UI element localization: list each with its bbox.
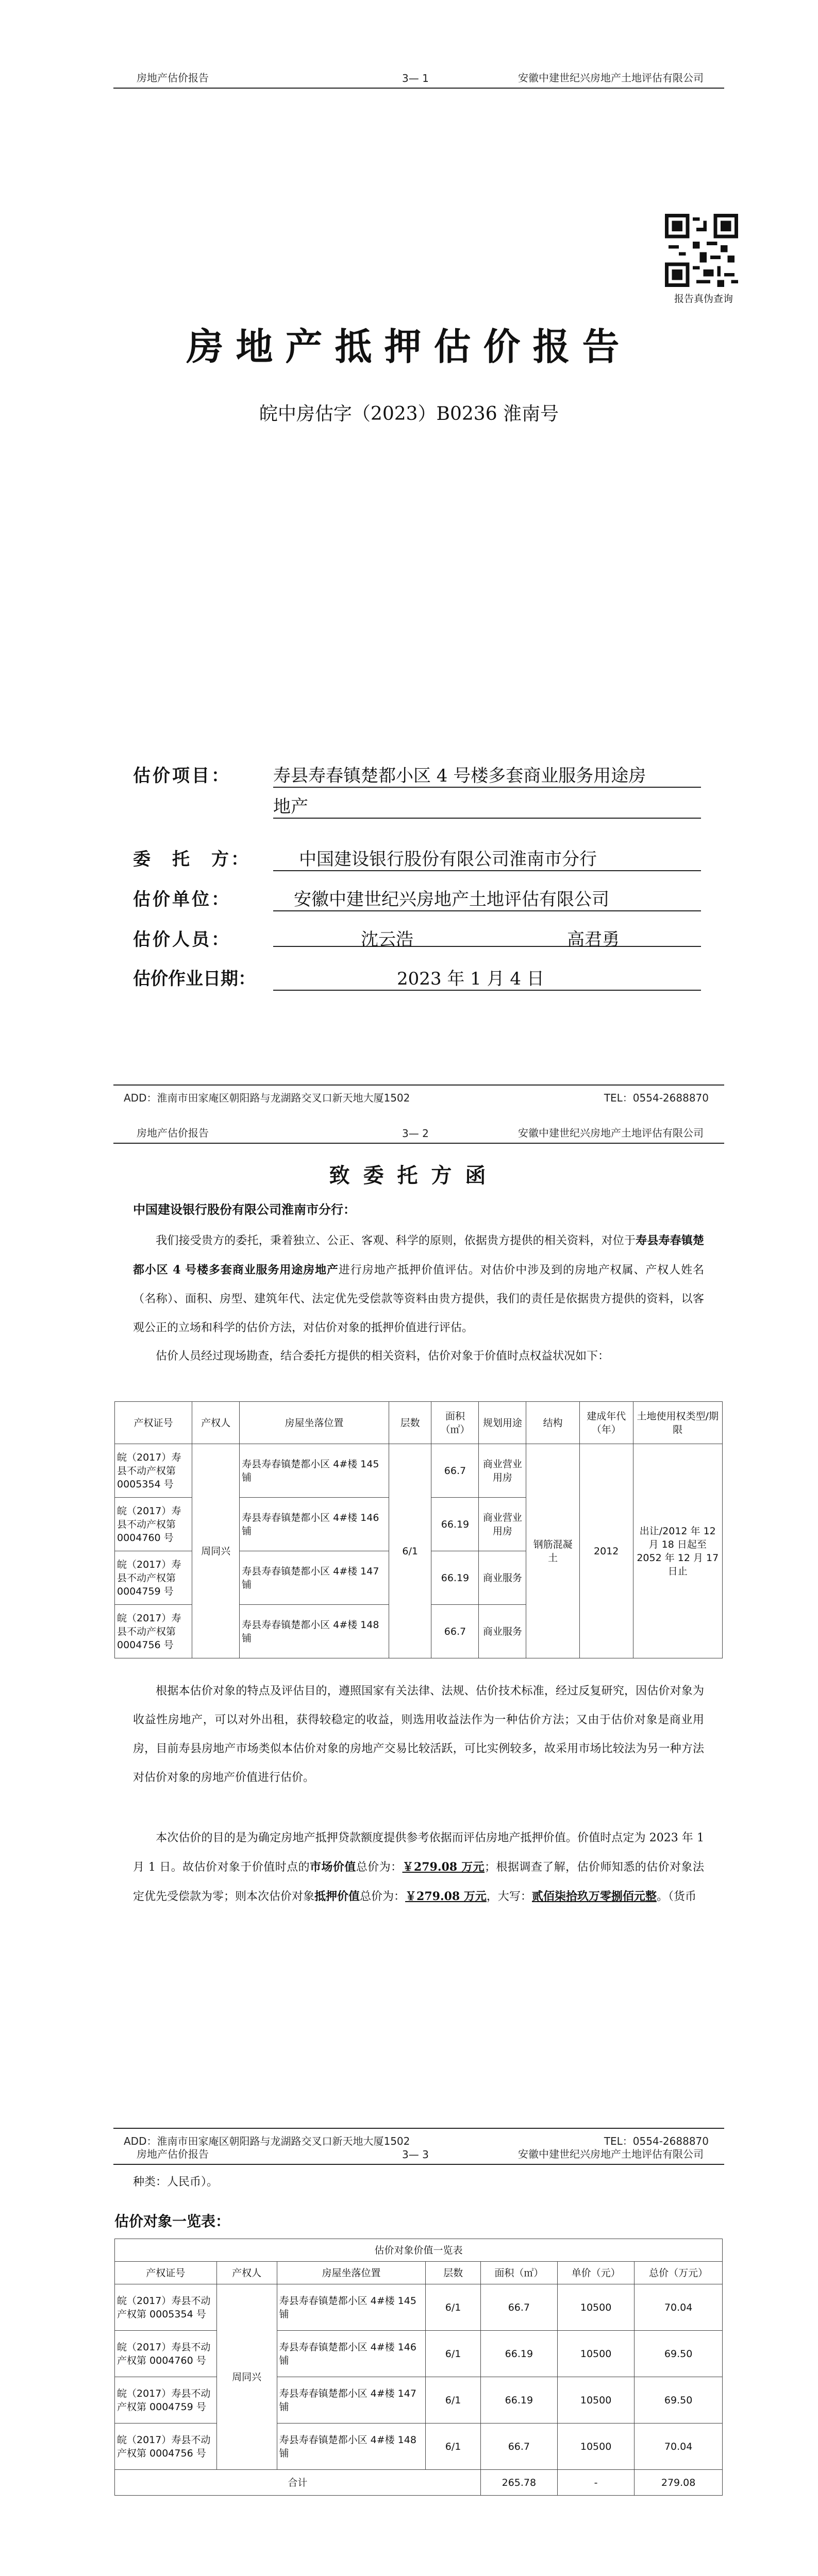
rights-table (114, 1401, 723, 1658)
p4-text: ；根据调查了解，估价师知悉的估价对象法定优先受偿款为零；则本次估价对象 (133, 1861, 704, 1903)
client-name: 中国建设银行股份有限公司淮南市分行 (299, 849, 597, 870)
page-footer (113, 1084, 724, 1106)
table-header-row (115, 2262, 723, 2284)
table-total-row (115, 2470, 723, 2496)
page-header (113, 67, 724, 89)
cell-structure: 钢筋混凝土 (526, 1444, 580, 1658)
col-header: 产权证号 (115, 2262, 217, 2284)
p4-mortgage-value-words: 贰佰柒拾玖万零捌佰元整 (531, 1890, 657, 1903)
header-page-number: 3— 1 (402, 72, 429, 84)
letter-title: 致 委 托 方 函 (329, 1163, 489, 1188)
col-header: 面积（㎡） (431, 1402, 479, 1444)
page-header (113, 2143, 724, 2165)
p1-bold: 寿县寿春镇楚都小区 4 号楼多套商业服务用途房地产 (133, 1234, 704, 1277)
letter-paragraph-3 (133, 1677, 704, 1792)
p1-text-post: 进行房地产抵押价值评估。对估价中涉及到的房地产权属、产权人姓名（名称）、面积、房型、建筑年代、法定优先受偿款等资料由贵方提供，我们的责任是依据贵方提供的资料，以客观公正的立场和科学的估价方法，对估价对象的抵押价值进行评估。 (133, 1264, 704, 1334)
cell-use: 商业营业用房 (479, 1498, 526, 1551)
cell-area: 66.19 (431, 1551, 479, 1605)
cell-use: 商业服务 (479, 1551, 526, 1605)
col-header: 层数 (426, 2262, 480, 2284)
field-label-firm: 估价单位： (133, 889, 231, 910)
total-price: - (557, 2470, 634, 2496)
field-label-client: 委 托 方： (133, 849, 251, 870)
cell-total: 70.04 (635, 2284, 723, 2331)
table-row (115, 2331, 723, 2377)
cell-cert: 皖（2017）寿县不动产权第 0004760 号 (115, 1498, 192, 1551)
p2-text: 估价人员经过现场勘查，结合委托方提供的相关资料，估价对象于价值时点权益状况如下： (156, 1350, 610, 1363)
footer-address: ADD：淮南市田家庵区朝阳路与龙湖路交叉口新天地大厦1502 (124, 2135, 410, 2147)
field-value-client (273, 845, 701, 871)
cell-owner: 周同兴 (216, 2284, 277, 2470)
header-right: 安徽中建世纪兴房地产土地评估有限公司 (518, 72, 704, 84)
cell-cert: 皖（2017）寿县不动产权第 0004759 号 (115, 2377, 217, 2424)
cell-location: 寿县寿春镇楚都小区 4#楼 146 铺 (240, 1498, 389, 1551)
col-header: 总价（万元） (635, 2262, 723, 2284)
letter-paragraph-1 (133, 1226, 704, 1343)
report-number: 皖中房估字（2023）B0236 淮南号 (259, 403, 559, 425)
appraiser-b: 高君勇 (567, 929, 620, 950)
cell-cert: 皖（2017）寿县不动产权第 0004760 号 (115, 2331, 217, 2377)
p4-text: 。（货币 (656, 1890, 696, 1903)
p4-mortgage-value-label: 抵押价值 (314, 1890, 360, 1903)
cell-floors: 6/1 (389, 1444, 431, 1658)
work-date: 2023 年 1 月 4 日 (397, 969, 544, 989)
value-summary-table (114, 2239, 723, 2496)
total-area: 265.78 (480, 2470, 557, 2496)
col-header: 产权人 (216, 2262, 277, 2284)
field-label-appraisers: 估价人员： (133, 929, 231, 950)
footer-tel: TEL：0554-2688870 (604, 2135, 709, 2147)
cell-total: 69.50 (635, 2331, 723, 2377)
table-row (115, 1444, 723, 1498)
letter-paragraph-2 (133, 1342, 704, 1371)
cell-area: 66.19 (431, 1498, 479, 1551)
footer-address: ADD：淮南市田家庵区朝阳路与龙湖路交叉口新天地大厦1502 (124, 1092, 410, 1104)
field-value-project-cont: 地产 (273, 792, 701, 819)
cell-area: 66.7 (431, 1605, 479, 1658)
cell-location: 寿县寿春镇楚都小区 4#楼 148 铺 (240, 1605, 389, 1658)
field-value-appraisers (273, 925, 701, 950)
p3-text: 根据本估价对象的特点及评估目的，遵照国家有关法律、法规、估价技术标准，经过反复研究，因估价对象为收益性房地产，可以对外出租，获得较稳定的收益，则选用收益法作为一种估价方法；又由于估价对象是商业用房，目前寿县房地产市场类似本估价对象的房地产交易比较活跃，可比实例较多，故采用市场比较法为另一种方法对估价对象的房地产价值进行估价。 (133, 1685, 704, 1784)
col-header: 规划用途 (479, 1402, 526, 1444)
total-sum: 279.08 (635, 2470, 723, 2496)
p4-text: ，大写： (486, 1890, 532, 1903)
cell-floors: 6/1 (426, 2284, 480, 2331)
header-left: 房地产估价报告 (137, 72, 209, 84)
cell-location: 寿县寿春镇楚都小区 4#楼 148 铺 (277, 2424, 426, 2470)
cell-use: 商业服务 (479, 1605, 526, 1658)
currency-note: 种类：人民币）。 (133, 2176, 219, 2189)
cell-floors: 6/1 (426, 2424, 480, 2470)
footer-tel: TEL：0554-2688870 (604, 1092, 709, 1104)
cell-area: 66.7 (480, 2284, 557, 2331)
header-left: 房地产估价报告 (137, 2148, 209, 2160)
header-right: 安徽中建世纪兴房地产土地评估有限公司 (518, 1127, 704, 1139)
table-title: 估价对象价值一览表 (115, 2239, 723, 2262)
cell-price: 10500 (557, 2331, 634, 2377)
cell-location: 寿县寿春镇楚都小区 4#楼 145 铺 (277, 2284, 426, 2331)
field-label-date: 估价作业日期： (133, 969, 256, 989)
cell-floors: 6/1 (426, 2331, 480, 2377)
page-header (113, 1122, 724, 1144)
col-header: 结构 (526, 1402, 580, 1444)
cell-owner: 周同兴 (192, 1444, 240, 1658)
field-value-date (273, 964, 701, 991)
cell-area: 66.7 (480, 2424, 557, 2470)
header-right: 安徽中建世纪兴房地产土地评估有限公司 (518, 2148, 704, 2160)
p4-text: 总价为： (360, 1890, 406, 1903)
col-header: 房屋坐落位置 (240, 1402, 389, 1444)
p1-text: 我们接受贵方的委托，秉着独立、公正、客观、科学的原则，依据贵方提供的相关资料，对位于 (156, 1234, 636, 1247)
p4-market-value-label: 市场价值 (309, 1860, 356, 1874)
appraiser-a: 沈云浩 (361, 929, 413, 950)
letter-paragraph-4 (133, 1824, 704, 1911)
cell-floors: 6/1 (426, 2377, 480, 2424)
cell-price: 10500 (557, 2424, 634, 2470)
p4-text: 总价为： (356, 1861, 403, 1874)
cell-area: 66.19 (480, 2377, 557, 2424)
col-header: 建成年代（年） (579, 1402, 633, 1444)
header-page-number: 3— 2 (402, 1127, 429, 1140)
cell-area: 66.7 (431, 1444, 479, 1498)
summary-heading: 估价对象一览表： (114, 2213, 230, 2230)
p4-text: 本次估价的目的是为确定房地产抵押贷款额度提供参考依据而评估房地产抵押价值。价值时点定为 2023 年 1 月 1 日。故估价对象于价值时点的 (133, 1832, 704, 1874)
col-header: 房屋坐落位置 (277, 2262, 426, 2284)
cell-cert: 皖（2017）寿县不动产权第 0005354 号 (115, 2284, 217, 2331)
cell-price: 10500 (557, 2284, 634, 2331)
col-header: 产权人 (192, 1402, 240, 1444)
cell-location: 寿县寿春镇楚都小区 4#楼 145 铺 (240, 1444, 389, 1498)
letter-addressee: 中国建设银行股份有限公司淮南市分行： (133, 1202, 356, 1217)
field-value-project: 寿县寿春镇楚都小区 4 号楼多套商业服务用途房 (273, 761, 701, 788)
p4-mortgage-value: ￥279.08 万元 (405, 1890, 487, 1903)
cell-location: 寿县寿春镇楚都小区 4#楼 147 铺 (240, 1551, 389, 1605)
cell-area: 66.19 (480, 2331, 557, 2377)
cell-cert: 皖（2017）寿县不动产权第 0005354 号 (115, 1444, 192, 1498)
table-row (115, 2424, 723, 2470)
col-header: 产权证号 (115, 1402, 192, 1444)
col-header: 单价（元） (557, 2262, 634, 2284)
table-row (115, 2284, 723, 2331)
firm-name: 安徽中建世纪兴房地产土地评估有限公司 (294, 889, 609, 910)
cell-cert: 皖（2017）寿县不动产权第 0004759 号 (115, 1551, 192, 1605)
cell-location: 寿县寿春镇楚都小区 4#楼 146 铺 (277, 2331, 426, 2377)
col-header: 层数 (389, 1402, 431, 1444)
cell-use: 商业营业用房 (479, 1444, 526, 1498)
report-title: 房地产抵押估价报告 (186, 325, 632, 368)
field-label-project: 估价项目： (133, 766, 231, 786)
cell-price: 10500 (557, 2377, 634, 2424)
cell-location: 寿县寿春镇楚都小区 4#楼 147 铺 (277, 2377, 426, 2424)
qr-code-icon[interactable] (665, 214, 738, 287)
cell-total: 69.50 (635, 2377, 723, 2424)
total-label: 合计 (115, 2470, 481, 2496)
cell-year: 2012 (579, 1444, 633, 1658)
cell-land: 出让/2012 年 12 月 18 日起至 2052 年 12 月 17 日止 (633, 1444, 722, 1658)
cell-total: 70.04 (635, 2424, 723, 2470)
qr-caption: 报告真伪查询 (674, 293, 733, 304)
table-title-row (115, 2239, 723, 2262)
cell-cert: 皖（2017）寿县不动产权第 0004756 号 (115, 2424, 217, 2470)
table-row (115, 2377, 723, 2424)
field-value-firm (273, 885, 701, 911)
header-page-number: 3— 3 (402, 2148, 429, 2161)
p4-market-value: ￥279.08 万元 (402, 1860, 485, 1874)
col-header: 面积（㎡） (480, 2262, 557, 2284)
header-left: 房地产估价报告 (137, 1127, 209, 1139)
col-header: 土地使用权类型/期限 (633, 1402, 722, 1444)
table-header-row (115, 1402, 723, 1444)
cell-cert: 皖（2017）寿县不动产权第 0004756 号 (115, 1605, 192, 1658)
